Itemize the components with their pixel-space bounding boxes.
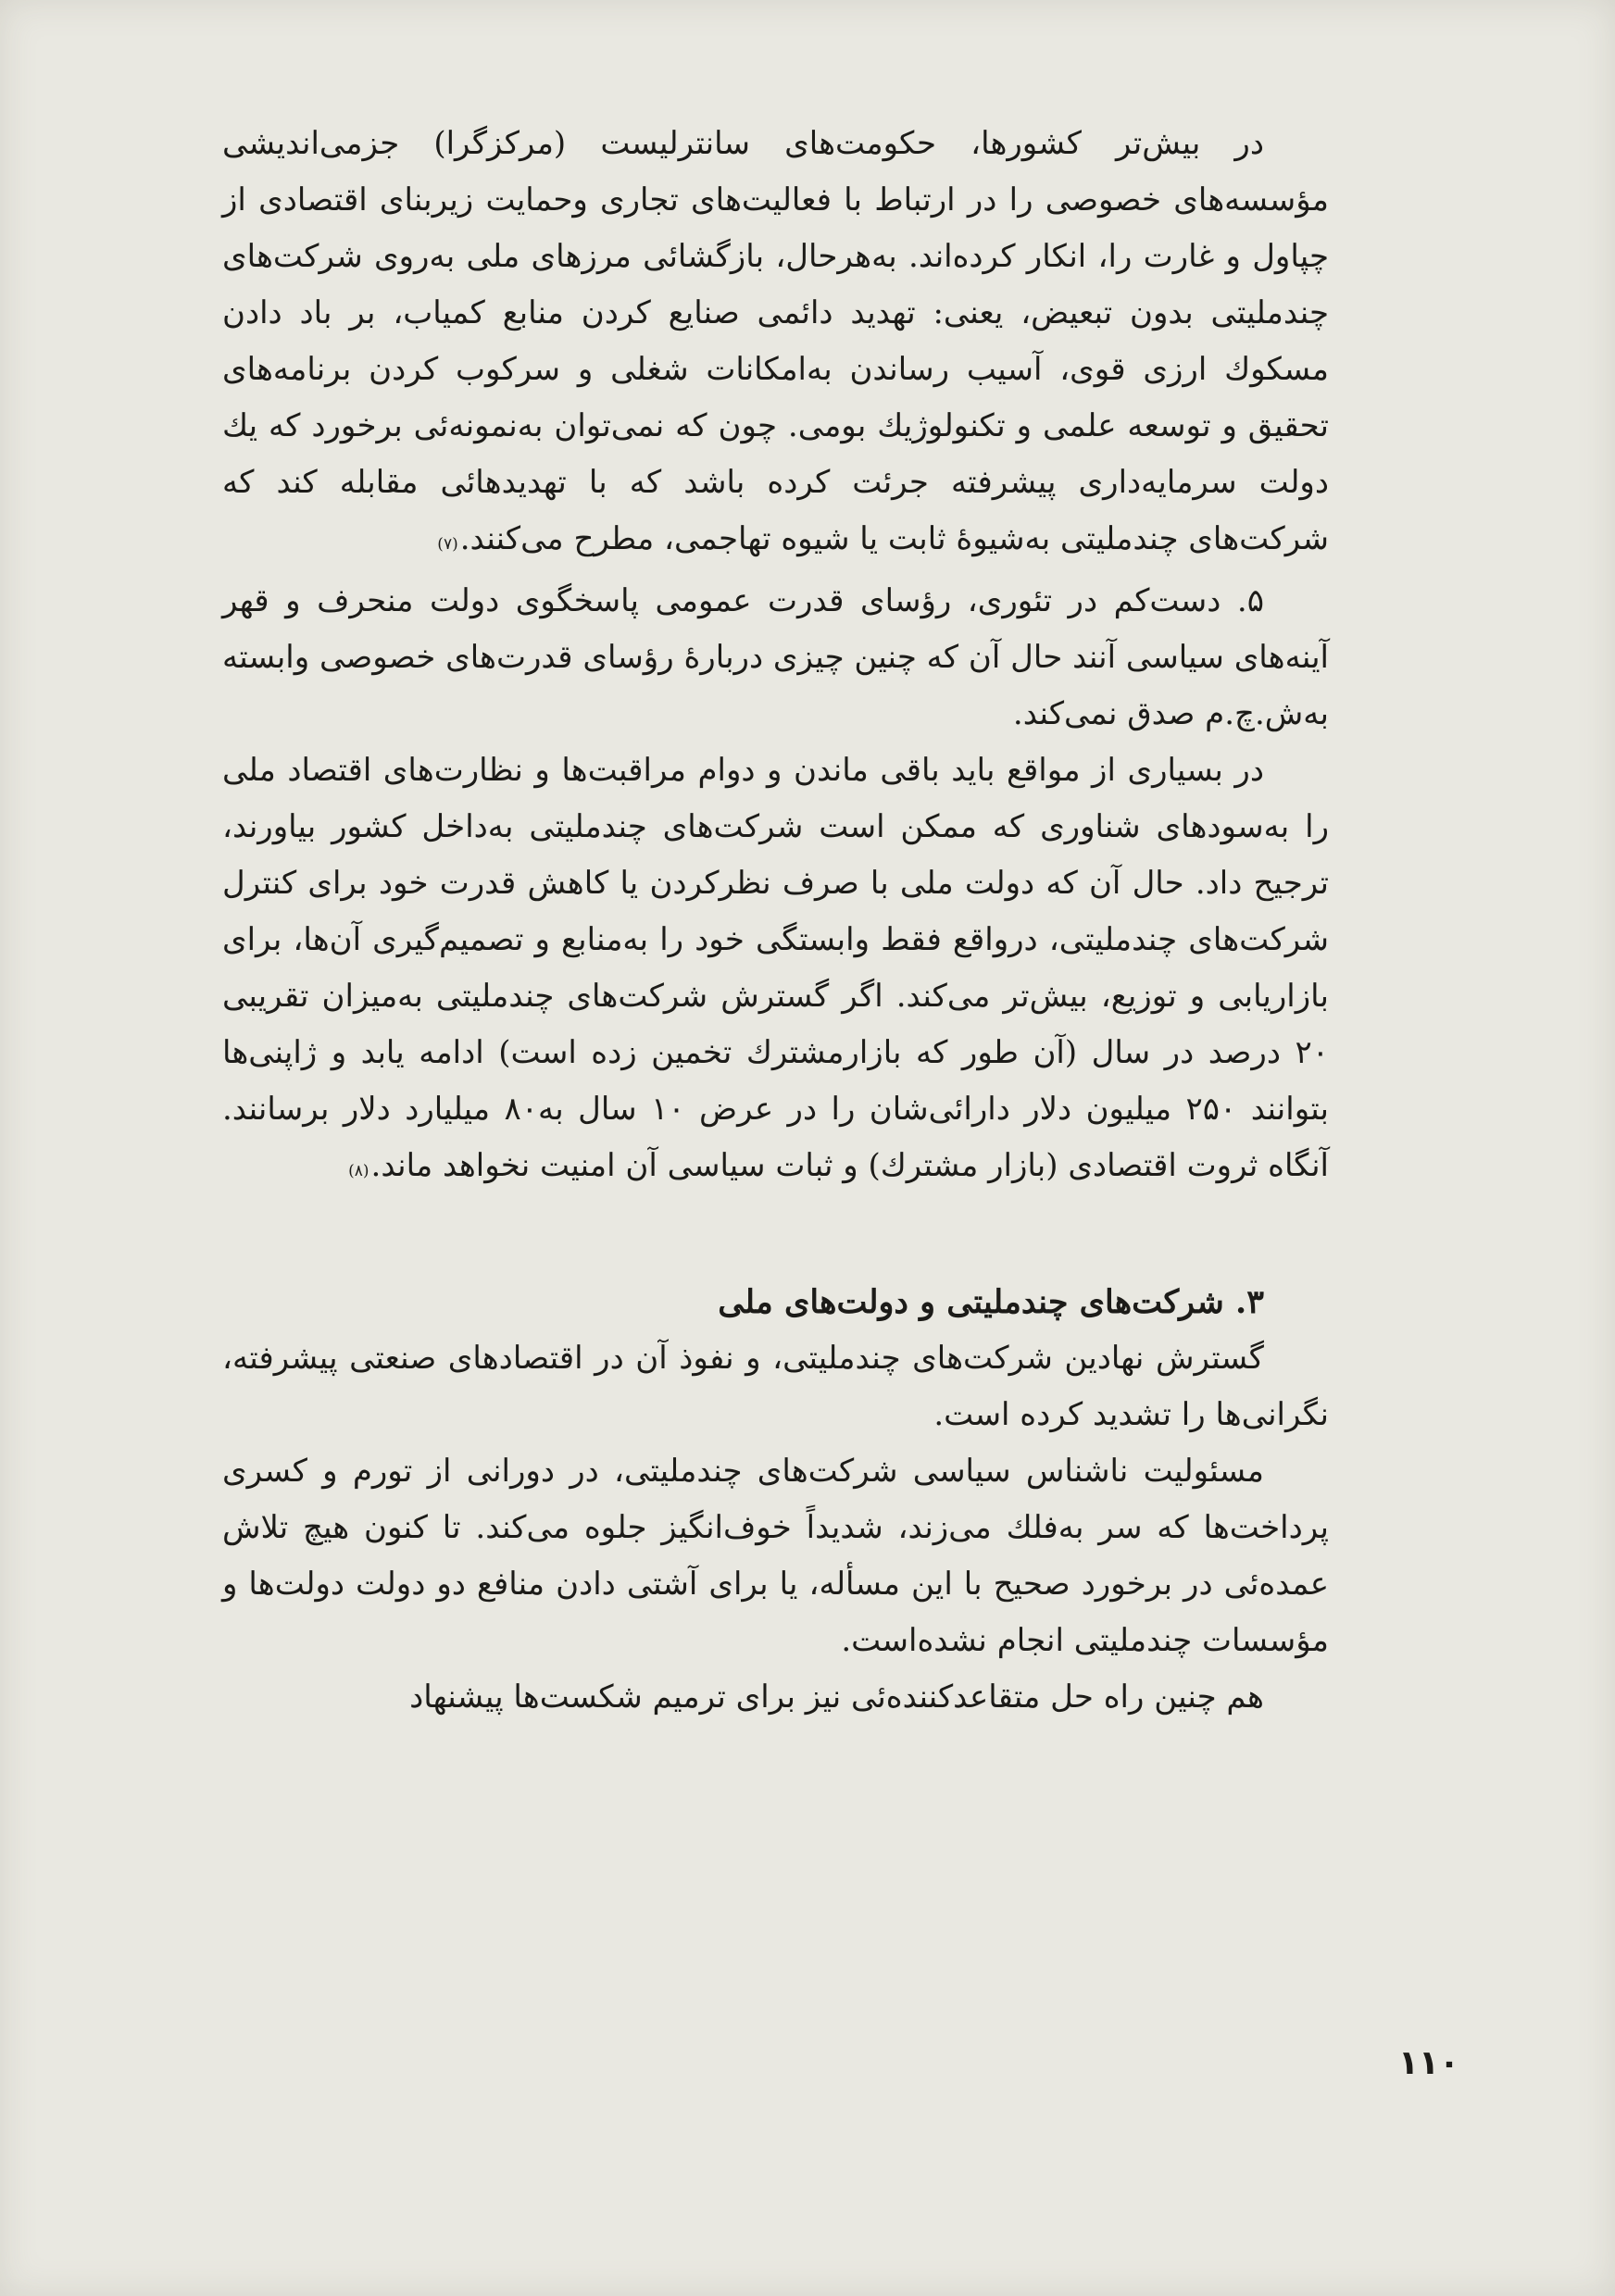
paragraph-2-text: ۵. دست‌کم در تئوری، رؤسای قدرت عمومی پاسخگوی دولت منحرف و قهر آینه‌های سیاسی آنند حال آن که چنین چیزی دربارهٔ رؤسای قدرت‌های خصوصی وابسته به‌ش.چ.م صدق نمی‌کند. [222,582,1329,732]
paragraph-1 [222,116,1329,573]
paragraph-3-text: در بسیاری از مواقع باید باقی ماندن و دوام مراقبت‌ها و نظارت‌های اقتصاد ملی را به‌سودهای شناوری که ممکن است شرکت‌های چندملیتی به‌داخل کشور بیاورند، ترجیح داد. حال آن که دولت ملی با صرف نظرکردن یا کاهش قدرت خود برای کنترل شرکت‌های چندملیتی، درواقع فقط وابستگی خود را به‌منابع و تصمیم‌گیری آن‌ها، برای بازاریابی و توزیع، بیش‌تر می‌کند. اگر گسترش شرکت‌های چندملیتی به‌میزان تقریبی ۲۰ درصد در سال (آن طور که بازارمشترك تخمین زده است) ادامه یابد و ژاپنی‌ها بتوانند ۲۵۰ میلیون دلار دارائی‌شان را در عرض ۱۰ سال به‌۸۰ میلیارد دلار برسانند. آنگاه ثروت اقتصادی (بازار مشترك) و ثبات سیاسی آن امنیت نخواهد ماند. [222,752,1330,1184]
section-heading: ۳. شرکت‌های چندملیتی و دولت‌های ملی [718,1283,1264,1321]
paragraph-6-text: هم چنین راه حل متقاعدکننده‌ئی نیز برای ترمیم شکست‌ها پیشنهاد [409,1678,1264,1716]
page-body [222,116,1329,1726]
paragraph-4-text: گسترش نهادین شرکت‌های چندملیتی، و نفوذ آن در اقتصادهای صنعتی پیشرفته، نگرانی‌ها را تشدید کرده است. [222,1340,1329,1433]
paragraph-3 [222,742,1329,1200]
paragraph-5-text: مسئولیت ناشناس سیاسی شرکت‌های چندملیتی، در دورانی از تورم و کسری پرداخت‌ها که سر به‌فلك می‌زند، شدیداً خوف‌انگیز جلوه می‌کند. تا کنون هیچ تلاش عمده‌ئی در برخورد صحیح با این مسأله، یا برای آشتی دادن منافع دو دولت دولت‌ها و مؤسسات چندملیتی انجام نشده‌است. [222,1453,1329,1659]
paragraph-2 [222,573,1329,742]
paragraph-4 [222,1330,1329,1443]
page-number: ۱۱۰ [1398,2044,1459,2082]
paragraph-6 [222,1669,1329,1726]
paragraph-5 [222,1443,1329,1669]
footnote-marker-7: (۷) [437,535,458,554]
paragraph-1-text: در بیش‌تر کشورها، حکومت‌های سانترلیست (مرکزگرا) جزمی‌اندیشی مؤسسه‌های خصوصی را در ارتباط با فعالیت‌های تجاری وحمایت زیربنای اقتصادی از چپاول و غارت را، انکار کرده‌اند. به‌هرحال، بازگشائی مرزهای ملی به‌روی شرکت‌های چندملیتی بدون تبعیض، یعنی: تهدید دائمی صنایع کردن منابع کمیاب، بر باد دادن مسکوك ارزی قوی، آسیب رساندن به‌امکانات شغلی و سرکوب کردن برنامه‌های تحقیق و توسعه علمی و تکنولوژیك بومی. چون که نمی‌توان به‌نمونه‌ئی برخورد که یك دولت سرمایه‌داری پیشرفته جرئت کرده باشد که با تهدیدهائی مقابله کند که شرکت‌های چندملیتی به‌شیوهٔ ثابت یا شیوه تهاجمی، مطرح می‌کنند. [222,125,1329,557]
footnote-marker-8: (۸) [348,1162,369,1180]
